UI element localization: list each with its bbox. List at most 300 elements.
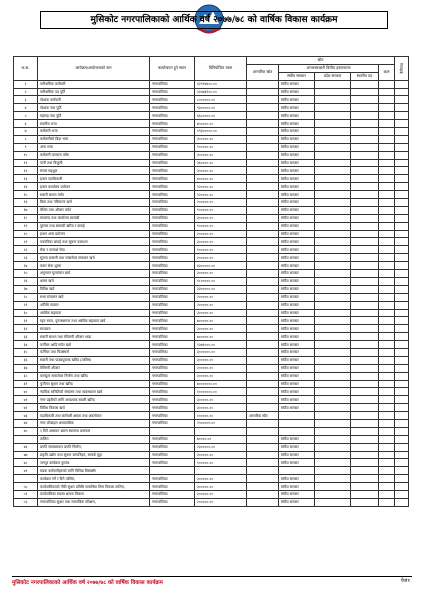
row-program-name: नगरपालिका सुधार तथा सामाजिक परिक्षण, bbox=[38, 498, 150, 506]
table-row bbox=[14, 191, 409, 199]
row-remarks bbox=[395, 135, 409, 143]
row-amount: ७०००००००.०० bbox=[195, 380, 247, 388]
row-place: नगरपालिका bbox=[150, 325, 195, 333]
table-row bbox=[14, 451, 409, 459]
row-internal-source bbox=[247, 498, 279, 506]
row-program-name: अतिथि सत्कार bbox=[38, 301, 150, 309]
row-remarks bbox=[395, 451, 409, 459]
row-remarks bbox=[395, 412, 409, 420]
row-loan bbox=[379, 191, 395, 199]
row-loan bbox=[379, 459, 395, 467]
row-remarks bbox=[395, 277, 409, 285]
row-amount: १०००००.०० bbox=[195, 246, 247, 254]
row-provincial-source bbox=[315, 443, 351, 451]
table-row bbox=[14, 372, 409, 380]
row-federal-source: संघीय सरकार bbox=[279, 396, 315, 404]
row-internal-source bbox=[247, 356, 279, 364]
row-sn: ११ bbox=[14, 159, 38, 167]
row-place: नगरपालिका bbox=[150, 341, 195, 349]
row-remarks bbox=[395, 167, 409, 175]
row-place: नगरपालिका bbox=[150, 317, 195, 325]
row-program-name: पानी तथा बिजुली bbox=[38, 159, 150, 167]
row-loan bbox=[379, 143, 395, 151]
row-loan bbox=[379, 380, 395, 388]
row-place: नगरपालिका bbox=[150, 388, 195, 396]
table-row bbox=[14, 443, 409, 451]
table-row bbox=[14, 214, 409, 222]
row-federal-source: संघीय सरकार bbox=[279, 246, 315, 254]
header-sn: क.स. bbox=[14, 57, 38, 81]
row-loan bbox=[379, 317, 395, 325]
row-program-name: कार्यपालिका सदस्य क्षमता विकास bbox=[38, 490, 150, 498]
row-sn: ३१ bbox=[14, 317, 38, 325]
row-amount: ३०००००.०० bbox=[195, 372, 247, 380]
row-loan bbox=[379, 96, 395, 104]
row-place: नगरपालिका bbox=[150, 159, 195, 167]
row-federal-source: संघीय सरकार bbox=[279, 222, 315, 230]
row-internal-source bbox=[247, 396, 279, 404]
table-row bbox=[14, 467, 409, 475]
row-amount: ३०००००.०० bbox=[195, 356, 247, 364]
row-provincial-source bbox=[315, 254, 351, 262]
header-source: स्रोत bbox=[247, 57, 395, 65]
row-internal-source bbox=[247, 372, 279, 380]
row-loan bbox=[379, 128, 395, 136]
row-program-name: इन्धन अन्य प्रयोजन bbox=[38, 230, 150, 238]
row-local-source bbox=[351, 175, 379, 183]
row-internal-source bbox=[247, 364, 279, 372]
row-place: नगरपालिका bbox=[150, 404, 195, 412]
row-amount: ३०००००.०० bbox=[195, 396, 247, 404]
table-row bbox=[14, 490, 409, 498]
row-amount: १०००००.०० bbox=[195, 222, 247, 230]
row-local-source bbox=[351, 159, 379, 167]
row-internal-source bbox=[247, 333, 279, 341]
row-remarks bbox=[395, 396, 409, 404]
row-loan bbox=[379, 88, 395, 96]
row-local-source bbox=[351, 451, 379, 459]
row-program-name: पत्रपत्रिका छपाई तथा सूचना प्रकाशन bbox=[38, 238, 150, 246]
table-row bbox=[14, 317, 409, 325]
row-loan bbox=[379, 214, 395, 222]
row-remarks bbox=[395, 175, 409, 183]
row-local-source bbox=[351, 348, 379, 356]
row-local-source bbox=[351, 467, 379, 475]
row-remarks bbox=[395, 317, 409, 325]
row-federal-source: संघीय सरकार bbox=[279, 262, 315, 270]
row-loan bbox=[379, 206, 395, 214]
row-amount: ४३०००००.०० bbox=[195, 262, 247, 270]
row-amount: ३०००००.०० bbox=[195, 475, 247, 483]
row-federal-source: संघीय सरकार bbox=[279, 175, 315, 183]
row-place: नगरपालिका bbox=[150, 222, 195, 230]
row-local-source bbox=[351, 483, 379, 491]
row-provincial-source bbox=[315, 475, 351, 483]
table-row bbox=[14, 427, 409, 435]
row-loan bbox=[379, 325, 395, 333]
row-program-name: नगर प्रोफाइल अध्यावधिक bbox=[38, 419, 150, 427]
footer-title: मुसिकोट नगरपालिकाको आर्थिक वर्ष २०७७/७८ को वार्षिक विकास कार्यक्रम bbox=[12, 580, 163, 586]
row-local-source bbox=[351, 293, 379, 301]
row-internal-source bbox=[247, 419, 279, 427]
table-row bbox=[14, 104, 409, 112]
row-internal-source bbox=[247, 380, 279, 388]
row-provincial-source bbox=[315, 498, 351, 506]
row-local-source bbox=[351, 498, 379, 506]
header-federal: संघीय सरकार bbox=[279, 72, 315, 80]
row-amount: १२००००.०० bbox=[195, 183, 247, 191]
row-loan bbox=[379, 475, 395, 483]
table-row bbox=[14, 388, 409, 396]
row-program-name: पोशाक कर्मचारी bbox=[38, 96, 150, 104]
row-local-source bbox=[351, 128, 379, 136]
row-amount: २५०००००.०० bbox=[195, 419, 247, 427]
row-sn: २२ bbox=[14, 246, 38, 254]
row-federal-source: संघीय सरकार bbox=[279, 325, 315, 333]
row-sn: ५० bbox=[14, 483, 38, 491]
row-program-name: पोशाक नया पूर्ति bbox=[38, 104, 150, 112]
row-remarks bbox=[395, 293, 409, 301]
row-federal-source: संघीय सरकार bbox=[279, 159, 315, 167]
row-internal-source bbox=[247, 348, 279, 356]
row-place: नगरपालिका bbox=[150, 396, 195, 404]
row-program-name: सवारी साधन तथा मेशिनरी औजार भाडा bbox=[38, 333, 150, 341]
row-amount: १०००००.०० bbox=[195, 459, 247, 467]
row-sn: ४१ bbox=[14, 396, 38, 404]
row-sn: ३ bbox=[14, 96, 38, 104]
row-local-source bbox=[351, 475, 379, 483]
row-remarks bbox=[395, 96, 409, 104]
row-place: नगरपालिका bbox=[150, 372, 195, 380]
row-provincial-source bbox=[315, 277, 351, 285]
row-program-name: सेवा र परामर्श सेवा bbox=[38, 246, 150, 254]
table-row bbox=[14, 404, 409, 412]
row-sn: ६ bbox=[14, 120, 38, 128]
table-row bbox=[14, 412, 409, 420]
row-internal-source bbox=[247, 96, 279, 104]
table-row bbox=[14, 80, 409, 88]
row-place: नगरपालिका bbox=[150, 348, 195, 356]
row-internal-source: आन्तरिक स्रोत bbox=[247, 412, 279, 420]
row-sn: १८ bbox=[14, 214, 38, 222]
row-loan bbox=[379, 135, 395, 143]
row-loan bbox=[379, 443, 395, 451]
table-row bbox=[14, 199, 409, 207]
row-provincial-source bbox=[315, 396, 351, 404]
row-remarks bbox=[395, 364, 409, 372]
footer-divider bbox=[12, 576, 412, 577]
row-place: नगरपालिका bbox=[150, 293, 195, 301]
row-local-source bbox=[351, 191, 379, 199]
row-provincial-source bbox=[315, 341, 351, 349]
row-local-source bbox=[351, 301, 379, 309]
row-internal-source bbox=[247, 325, 279, 333]
row-remarks bbox=[395, 191, 409, 199]
row-local-source bbox=[351, 285, 379, 293]
row-program-name: स्थानीय भत्ता bbox=[38, 120, 150, 128]
row-amount: २०००००.०० bbox=[195, 254, 247, 262]
row-federal-source: संघीय सरकार bbox=[279, 451, 315, 459]
row-provincial-source bbox=[315, 380, 351, 388]
row-place: नगरपालिका bbox=[150, 104, 195, 112]
row-internal-source bbox=[247, 128, 279, 136]
row-internal-source bbox=[247, 254, 279, 262]
row-sn bbox=[14, 475, 38, 483]
row-federal-source: संघीय सरकार bbox=[279, 88, 315, 96]
row-federal-source bbox=[279, 427, 315, 435]
row-amount: ३०००००.०० bbox=[195, 404, 247, 412]
row-sn: १३ bbox=[14, 175, 38, 183]
row-federal-source: संघीय सरकार bbox=[279, 135, 315, 143]
row-amount: ६६०००००.०० bbox=[195, 112, 247, 120]
row-amount: १०००००.०० bbox=[195, 412, 247, 420]
row-federal-source: संघीय सरकार bbox=[279, 120, 315, 128]
row-program-name: अनुगमन मूल्यांकन खर्च bbox=[38, 270, 150, 278]
row-local-source bbox=[351, 364, 379, 372]
row-provincial-source bbox=[315, 285, 351, 293]
row-amount: १०००००००.०० bbox=[195, 388, 247, 396]
row-local-source bbox=[351, 246, 379, 254]
row-program-name: आर्थिक सहायता bbox=[38, 309, 150, 317]
row-remarks bbox=[395, 301, 409, 309]
row-sn: २९ bbox=[14, 301, 38, 309]
row-loan bbox=[379, 238, 395, 246]
row-place: नगरपालिका bbox=[150, 112, 195, 120]
row-local-source bbox=[351, 443, 379, 451]
row-place: नगरपालिका bbox=[150, 459, 195, 467]
row-program-name: मेशिन तथा औजार मर्मत bbox=[38, 206, 150, 214]
document-title: मुसिकोट नगरपालिकाको आर्थिक वर्ष २०७७/७८ को वार्षिक विकास कार्यक्रम bbox=[40, 11, 388, 29]
row-sn: ४० bbox=[14, 388, 38, 396]
row-local-source bbox=[351, 396, 379, 404]
row-program-name: पदाधिकारी तथा कर्मचारी क्षमता तथा अवलोकन bbox=[38, 412, 150, 420]
row-amount: ३३०००००.०० bbox=[195, 285, 247, 293]
row-internal-source bbox=[247, 143, 279, 151]
row-local-source bbox=[351, 199, 379, 207]
row-local-source bbox=[351, 317, 379, 325]
row-sn: ३७ bbox=[14, 364, 38, 372]
row-program-name: जनपुर कार्यक्रम पुस्तक bbox=[38, 459, 150, 467]
row-local-source bbox=[351, 80, 379, 88]
row-sn: ४४ bbox=[14, 419, 38, 427]
row-federal-source: संघीय सरकार bbox=[279, 285, 315, 293]
row-loan bbox=[379, 309, 395, 317]
row-remarks bbox=[395, 348, 409, 356]
row-program-name: करार सेवा शुल्क bbox=[38, 262, 150, 270]
row-local-source bbox=[351, 380, 379, 388]
row-amount: ३०००००.०० bbox=[195, 490, 247, 498]
row-federal-source: संघीय सरकार bbox=[279, 364, 315, 372]
row-loan bbox=[379, 348, 395, 356]
row-federal-source bbox=[279, 467, 315, 475]
row-loan bbox=[379, 404, 395, 412]
row-remarks bbox=[395, 419, 409, 427]
row-internal-source bbox=[247, 112, 279, 120]
row-remarks bbox=[395, 475, 409, 483]
row-provincial-source bbox=[315, 388, 351, 396]
table-body bbox=[14, 80, 409, 506]
row-remarks bbox=[395, 246, 409, 254]
table-row bbox=[14, 120, 409, 128]
row-remarks bbox=[395, 427, 409, 435]
row-internal-source bbox=[247, 443, 279, 451]
row-program-name: २ दिने अध्ययन भ्रमण स्थलगत छलफल bbox=[38, 427, 150, 435]
row-loan bbox=[379, 301, 395, 309]
row-place: नगरपालिका bbox=[150, 175, 195, 183]
row-internal-source bbox=[247, 270, 279, 278]
row-local-source bbox=[351, 151, 379, 159]
row-place: नगरपालिका bbox=[150, 183, 195, 191]
row-federal-source: संघीय सरकार bbox=[279, 199, 315, 207]
table-row bbox=[14, 348, 409, 356]
header-budget: विनियोजित रकम bbox=[195, 57, 247, 81]
row-amount: ३६००००.०० bbox=[195, 159, 247, 167]
row-local-source bbox=[351, 309, 379, 317]
row-federal-source: संघीय सरकार bbox=[279, 270, 315, 278]
row-provincial-source bbox=[315, 222, 351, 230]
row-internal-source bbox=[247, 167, 279, 175]
row-program-name: प्रगति समाबलकन प्रगति निर्माण, bbox=[38, 443, 150, 451]
table-row bbox=[14, 419, 409, 427]
row-internal-source bbox=[247, 309, 279, 317]
row-local-source bbox=[351, 143, 379, 151]
row-federal-source bbox=[279, 412, 315, 420]
row-loan bbox=[379, 419, 395, 427]
row-provincial-source bbox=[315, 112, 351, 120]
row-amount bbox=[195, 427, 247, 435]
row-remarks bbox=[395, 325, 409, 333]
row-program-name: कार्यपालिकाको नीति सुधार प्रविधि सम्बन्धित लिस विकास तालिम, bbox=[38, 483, 150, 491]
table-row bbox=[14, 222, 409, 230]
row-local-source bbox=[351, 404, 379, 412]
row-place: नगरपालिका bbox=[150, 96, 195, 104]
row-loan bbox=[379, 293, 395, 301]
row-place: नगरपालिका bbox=[150, 364, 195, 372]
row-local-source bbox=[351, 341, 379, 349]
row-program-name: कार्यक्रम गर्ने र दिने तालिम, bbox=[38, 475, 150, 483]
row-provincial-source bbox=[315, 309, 351, 317]
row-federal-source: संघीय सरकार bbox=[279, 356, 315, 364]
table-row bbox=[14, 309, 409, 317]
row-amount: २०००००.०० bbox=[195, 301, 247, 309]
row-loan bbox=[379, 112, 395, 120]
row-local-source bbox=[351, 262, 379, 270]
row-provincial-source bbox=[315, 96, 351, 104]
row-internal-source bbox=[247, 285, 279, 293]
row-loan bbox=[379, 396, 395, 404]
row-amount: १२००००.०० bbox=[195, 191, 247, 199]
row-program-name: भ्रमण खर्च bbox=[38, 277, 150, 285]
row-provincial-source bbox=[315, 483, 351, 491]
header-remarks bbox=[395, 57, 409, 81]
row-amount: ९३०००००.०० bbox=[195, 104, 247, 112]
row-loan bbox=[379, 483, 395, 491]
row-program-name: बिमा तथा नविकरण खर्च bbox=[38, 199, 150, 207]
row-federal-source: संघीय सरकार bbox=[279, 206, 315, 214]
row-internal-source bbox=[247, 120, 279, 128]
row-provincial-source bbox=[315, 372, 351, 380]
row-sn: ४५ bbox=[14, 427, 38, 435]
row-remarks bbox=[395, 270, 409, 278]
row-local-source bbox=[351, 412, 379, 420]
row-loan bbox=[379, 222, 395, 230]
row-local-source bbox=[351, 135, 379, 143]
row-amount: २३०७३१००.०० bbox=[195, 88, 247, 96]
row-loan bbox=[379, 435, 395, 443]
row-program-name: फर्नीचर आदि मर्मत खर्च bbox=[38, 341, 150, 349]
row-provincial-source bbox=[315, 317, 351, 325]
row-loan bbox=[379, 467, 395, 475]
row-federal-source: संघीय सरकार bbox=[279, 143, 315, 151]
row-place: नगरपालिका bbox=[150, 80, 195, 88]
row-federal-source: संघीय सरकार bbox=[279, 490, 315, 498]
row-federal-source: संघीय सरकार bbox=[279, 372, 315, 380]
row-provincial-source bbox=[315, 151, 351, 159]
row-local-source bbox=[351, 230, 379, 238]
row-amount: २०००००.०० bbox=[195, 199, 247, 207]
table-row bbox=[14, 277, 409, 285]
row-loan bbox=[379, 341, 395, 349]
row-sn: ३८ bbox=[14, 372, 38, 380]
table-row bbox=[14, 270, 409, 278]
row-local-source bbox=[351, 183, 379, 191]
row-internal-source bbox=[247, 427, 279, 435]
table-row bbox=[14, 341, 409, 349]
row-provincial-source bbox=[315, 435, 351, 443]
row-sn: २४ bbox=[14, 262, 38, 270]
table-row bbox=[14, 167, 409, 175]
header-implementer: कार्यान्वयन हुने स्थान bbox=[150, 57, 195, 81]
table-row bbox=[14, 183, 409, 191]
row-program-name: न्यायिक समितिको संचालन तथा व्यवस्थापन खर्च bbox=[38, 388, 150, 396]
row-federal-source: संघीय सरकार bbox=[279, 191, 315, 199]
row-federal-source: संघीय सरकार bbox=[279, 183, 315, 191]
row-program-name: महंगाइ नया पूर्ति bbox=[38, 112, 150, 120]
row-federal-source: संघीय सरकार bbox=[279, 309, 315, 317]
row-internal-source bbox=[247, 214, 279, 222]
table-row bbox=[14, 364, 409, 372]
row-sn: ७ bbox=[14, 128, 38, 136]
row-place: नगरपालिका bbox=[150, 419, 195, 427]
row-place: नगरपालिका bbox=[150, 262, 195, 270]
row-provincial-source bbox=[315, 206, 351, 214]
row-remarks bbox=[395, 183, 409, 191]
row-local-source bbox=[351, 372, 379, 380]
row-provincial-source bbox=[315, 459, 351, 467]
row-provincial-source bbox=[315, 143, 351, 151]
row-place: नगरपालिका bbox=[150, 435, 195, 443]
row-loan bbox=[379, 230, 395, 238]
row-internal-source bbox=[247, 277, 279, 285]
table-row bbox=[14, 135, 409, 143]
row-program-name: संचार महशुल bbox=[38, 167, 150, 175]
row-place: नगरपालिका bbox=[150, 483, 195, 491]
row-federal-source: संघीय सरकार bbox=[279, 112, 315, 120]
table-row bbox=[14, 285, 409, 293]
row-provincial-source bbox=[315, 159, 351, 167]
row-provincial-source bbox=[315, 412, 351, 420]
row-place: नगरपालिका bbox=[150, 135, 195, 143]
row-provincial-source bbox=[315, 467, 351, 475]
row-amount: ३०००००.०० bbox=[195, 483, 247, 491]
row-internal-source bbox=[247, 183, 279, 191]
row-remarks bbox=[395, 80, 409, 88]
table-row bbox=[14, 396, 409, 404]
row-amount: १९३०००००.०० bbox=[195, 128, 247, 136]
table-row bbox=[14, 301, 409, 309]
row-remarks bbox=[395, 206, 409, 214]
table-row bbox=[14, 112, 409, 120]
